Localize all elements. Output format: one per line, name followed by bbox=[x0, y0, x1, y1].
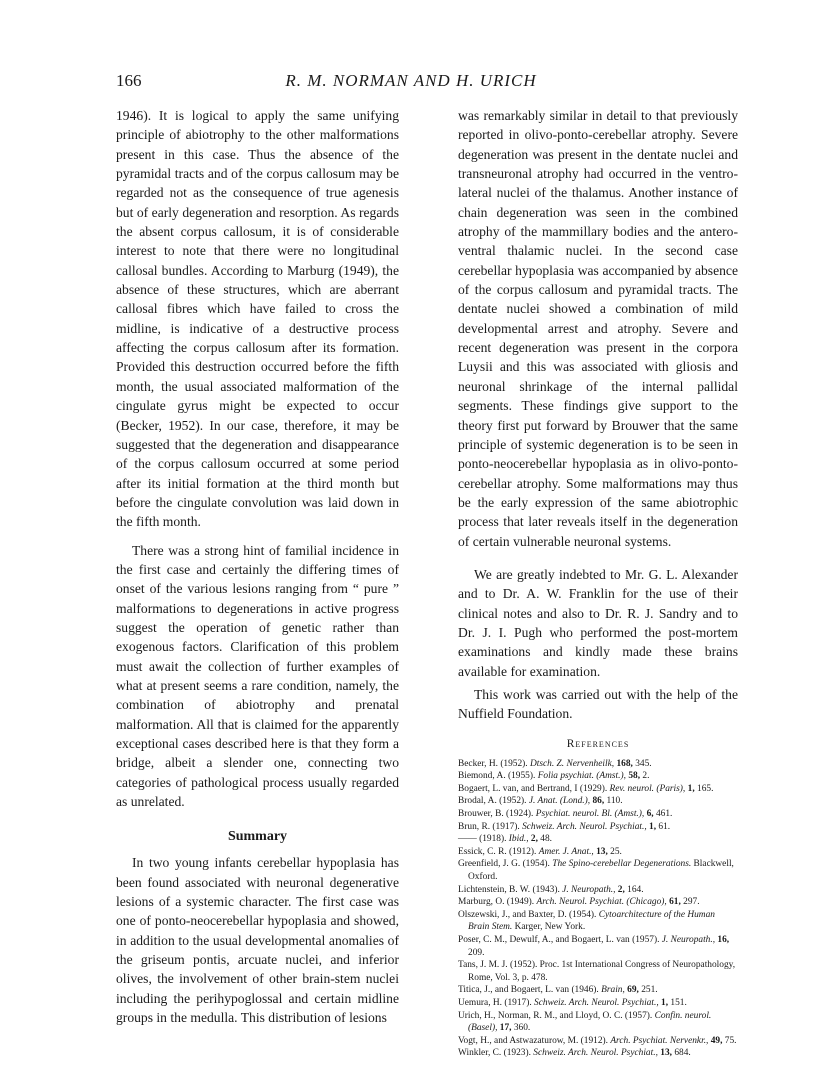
reference-authors: Biemond, A. (1955). bbox=[458, 771, 536, 782]
reference-pages: 75. bbox=[724, 1035, 737, 1046]
reference-journal: Folia psychiat. (Amst.), bbox=[537, 771, 626, 782]
acknowledgement-paragraph: We are greatly indebted to Mr. G. L. Alexander and to Dr. A. W. Franklin for the use of their clinical notes and also to Dr. R. J. Sandry and to Dr. J. I. Pugh who performed the post-mortem examinations and kindly made these brains available for examination. bbox=[458, 566, 738, 679]
reference-pages: 360. bbox=[513, 1023, 531, 1034]
reference-authors: Poser, C. M., Dewulf, A., and Bogaert, L. van (1957). bbox=[458, 934, 660, 945]
reference-journal: Brain, bbox=[601, 985, 625, 996]
reference-journal: Cytoarchitecture of the Human Brain Stem. bbox=[468, 909, 715, 933]
reference-authors: Greenfield, J. G. (1954). bbox=[458, 859, 550, 870]
reference-item bbox=[458, 1035, 738, 1048]
reference-volume: 49, bbox=[710, 1035, 723, 1046]
reference-authors: Becker, H. (1952). bbox=[458, 758, 528, 769]
reference-journal: Dtsch. Z. Nervenheilk, bbox=[530, 758, 615, 769]
reference-pages: 461. bbox=[655, 809, 673, 820]
reference-volume: 2, bbox=[530, 834, 538, 845]
reference-item bbox=[458, 808, 738, 821]
reference-pages: 251. bbox=[641, 985, 658, 996]
reference-authors: Brodal, A. (1952). bbox=[458, 796, 527, 807]
reference-journal: Amer. J. Anat., bbox=[538, 846, 594, 857]
reference-item bbox=[458, 846, 738, 859]
reference-volume: 6, bbox=[646, 809, 654, 820]
reference-item bbox=[458, 833, 738, 846]
reference-pages: 48. bbox=[540, 834, 553, 845]
reference-item bbox=[458, 909, 738, 934]
left-column bbox=[116, 106, 399, 1027]
reference-journal: Psychiat. neurol. Bl. (Amst.), bbox=[535, 809, 645, 820]
reference-pages: 151. bbox=[670, 997, 687, 1008]
reference-item bbox=[458, 997, 738, 1010]
reference-pages: 345. bbox=[635, 758, 652, 769]
reference-item bbox=[458, 934, 738, 959]
reference-journal: J. Neuropath., bbox=[661, 934, 716, 945]
reference-item bbox=[458, 821, 738, 834]
reference-journal: J. Neuropath., bbox=[562, 884, 616, 895]
summary-heading: Summary bbox=[227, 829, 288, 845]
reference-pages: 684. bbox=[674, 1048, 691, 1059]
reference-volume: 61, bbox=[669, 897, 681, 908]
reference-authors: Titica, J., and Bogaert, L. van (1946). bbox=[458, 985, 599, 996]
reference-item bbox=[458, 984, 738, 997]
reference-journal: Arch. Neurol. Psychiat. (Chicago), bbox=[536, 897, 667, 908]
reference-journal: Rev. neurol. (Paris), bbox=[609, 783, 686, 794]
references-list bbox=[458, 758, 738, 1060]
reference-journal: Confin. neurol. (Basel), bbox=[468, 1010, 712, 1034]
summary-continuation: was remarkably similar in detail to that previously reported in olivo-ponto-cerebellar atrophy. Severe degeneration was present in the dentate nuclei and transneuronal atrophy had occurred in the ventro-lateral nuclei of the thalamus. Another instance of chain degeneration was seen in the combined atrophy of the mammillary bodies and the antero-ventral thalamic nuclei. In the second case cerebellar hypoplasia was accompanied by absence of the corpus callosum and pyramidal tracts. The dentate nuclei showed a combination of mild developmental arrest and atrophy. Severe and recent degeneration was present in the corpora Luysii and this was associated with gliosis and neuronal shrinkage of the internal pallidal segments. These findings give support to the theory first put forward by Brouwer that the same principle of systemic degeneration is to be seen in ponto-neocerebellar hypoplasia as in olivo-ponto-cerebellar atrophy. Some malformations may thus be the early expression of the same abiotrophic process that later reveals itself in the degeneration of certain vulnerable neuronal systems. bbox=[458, 108, 738, 549]
reference-item bbox=[458, 884, 738, 897]
reference-authors: —— (1918). bbox=[458, 834, 507, 845]
reference-volume: 69, bbox=[627, 985, 639, 996]
reference-volume: 2, bbox=[617, 884, 625, 895]
reference-pages: 25. bbox=[610, 846, 622, 857]
page-number: 166 bbox=[116, 71, 142, 90]
reference-volume: 168, bbox=[616, 758, 633, 769]
reference-journal: The Spino-cerebellar Degenerations. bbox=[552, 859, 692, 870]
reference-volume: 17, bbox=[499, 1023, 512, 1034]
reference-pages: 164. bbox=[627, 884, 644, 895]
reference-volume: 58, bbox=[628, 771, 641, 782]
reference-volume: 13, bbox=[596, 846, 608, 857]
body-paragraph: 1946). It is logical to apply the same unifying principle of abiotrophy to the other malformations present in this case. Thus the absence of the pyramidal tracts and of the corpus callosum may be regarded not as the consequence of true agenesis but of early degeneration and resorption. As regards the absent corpus callosum, it is of considerable interest to note that there were no longitudinal callosal bundles. According to Marburg (1949), the absence of these structures, which are aberrant callosal fibres which have failed to cross the midline, is indicative of a destructive process affecting the corpus callosum after its formation. Provided this destruction occurred before the fifth month, the usual associated malformation of the cingulate gyrus might be expected to occur (Becker, 1952). In our case, therefore, it may be suggested that the degeneration and disappearance of the corpus callosum occurred at some period after its initial formation at the third month but before the cingulate convolution was laid down in the fifth month. bbox=[116, 108, 399, 530]
reference-item bbox=[458, 783, 738, 796]
reference-authors: Olszewski, J., and Baxter, D. (1954). bbox=[458, 909, 597, 920]
reference-pages: Karger, New York. bbox=[514, 922, 586, 933]
reference-volume: 1, bbox=[649, 821, 657, 832]
reference-authors: Brun, R. (1917). bbox=[458, 821, 520, 832]
reference-volume: 16, bbox=[717, 934, 730, 945]
reference-journal: Schweiz. Arch. Neurol. Psychiat., bbox=[533, 1048, 658, 1059]
reference-journal: Arch. Psychiat. Nervenkr., bbox=[610, 1035, 709, 1046]
reference-journal: Schweiz. Arch. Neurol. Psychiat., bbox=[534, 997, 659, 1008]
reference-item bbox=[458, 959, 738, 984]
reference-item bbox=[458, 1010, 738, 1035]
reference-item bbox=[458, 858, 738, 883]
reference-authors: Brouwer, B. (1924). bbox=[458, 809, 534, 820]
reference-authors: Bogaert, L. van, and Bertrand, I (1929). bbox=[458, 783, 608, 794]
reference-authors: Tans, J. M. J. (1952). Proc. 1st International Congress of Neuropathology, Rome, Vol. 3, p. 478. bbox=[458, 960, 736, 983]
reference-journal: Schweiz. Arch. Neurol. Psychiat., bbox=[522, 821, 647, 832]
reference-volume: 1, bbox=[661, 997, 669, 1008]
reference-volume: 13, bbox=[660, 1048, 672, 1059]
reference-pages: 2. bbox=[642, 771, 650, 782]
reference-pages: 209. bbox=[468, 947, 485, 958]
reference-authors: Urich, H., Norman, R. M., and Lloyd, O. C. (1957). bbox=[458, 1010, 653, 1021]
reference-authors: Essick, C. R. (1912). bbox=[458, 846, 537, 857]
reference-item bbox=[458, 758, 738, 771]
reference-authors: Marburg, O. (1949). bbox=[458, 897, 535, 908]
references-heading: References bbox=[566, 737, 630, 750]
reference-authors: Winkler, C. (1923). bbox=[458, 1048, 531, 1059]
reference-authors: Lichtenstein, B. W. (1943). bbox=[458, 884, 560, 895]
reference-volume: 86, bbox=[592, 796, 605, 807]
reference-journal: Ibid., bbox=[508, 834, 529, 845]
reference-authors: Vogt, H., and Astwazaturow, M. (1912). bbox=[458, 1035, 608, 1046]
right-column bbox=[458, 106, 738, 1060]
running-head: R. M. NORMAN AND H. URICH bbox=[285, 71, 537, 90]
reference-item bbox=[458, 896, 738, 909]
reference-pages: 61. bbox=[658, 821, 671, 832]
reference-pages: 165. bbox=[697, 783, 714, 794]
reference-pages: 297. bbox=[683, 897, 700, 908]
summary-paragraph: In two young infants cerebellar hypoplasia has been found associated with neuronal degenerative lesions of a systemic character. The first case was one of ponto-neocerebellar hypoplasia and showed, in addition to the usual developmental anomalies of the griseum pontis, arcuate nuclei, and inferior olives, the involvement of other brain-stem nuclei including the perihypoglossal and certain midline groups in the medulla. This distribution of lesions bbox=[116, 855, 399, 1026]
reference-item bbox=[458, 1047, 738, 1060]
reference-journal: J. Anat. (Lond.), bbox=[528, 796, 591, 807]
reference-pages: 110. bbox=[606, 796, 623, 807]
reference-authors: Uemura, H. (1917). bbox=[458, 997, 532, 1008]
reference-volume: 1, bbox=[687, 783, 695, 794]
funding-paragraph: This work was carried out with the help of the Nuffield Foundation. bbox=[458, 686, 738, 722]
page-header bbox=[116, 71, 706, 101]
reference-pages: Blackwell, Oxford. bbox=[468, 859, 734, 882]
reference-item bbox=[458, 795, 738, 808]
body-paragraph: There was a strong hint of familial incidence in the first case and certainly the differing times of onset of the various lesions ranging from “ pure ” malformations to degenerations in active progress suggest the operation of genetic rather than exogenous factors. Clarification of this problem must await the collection of further examples of what at present seems a rare condition, namely, the combination of abiotrophy and prenatal malformation. All that is claimed for the apparently exceptional cases described here is that they form a bridge, albeit a slender one, connecting two categories of pathological process usually regarded as unrelated. bbox=[116, 542, 399, 810]
reference-item bbox=[458, 770, 738, 783]
